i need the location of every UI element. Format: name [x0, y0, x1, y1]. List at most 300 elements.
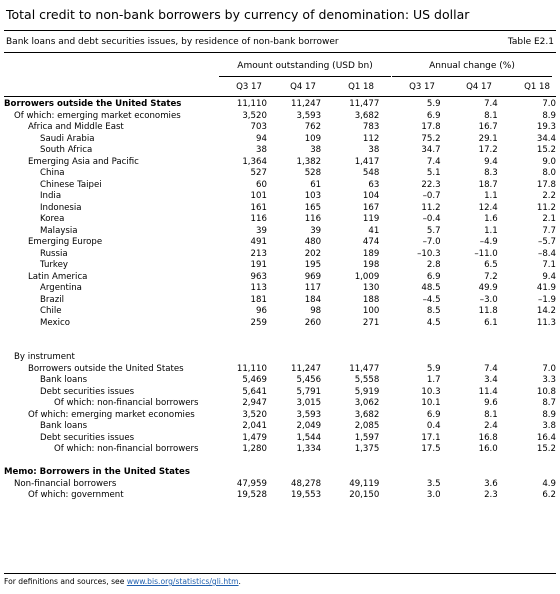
row-label: Malaysia: [40, 225, 78, 236]
table-cell: 34.4: [536, 133, 556, 144]
table-row: [4, 387, 556, 399]
table-cell: 130: [362, 283, 380, 293]
table-cell: 9.6: [484, 398, 498, 408]
table-cell: 167: [362, 202, 380, 213]
spacer-cell: [4, 456, 217, 468]
table-cell: 5.7: [426, 225, 441, 236]
table-cell: 2,049: [296, 421, 322, 431]
table-cell: 17.5: [421, 444, 441, 454]
table-cell: 5,919: [354, 386, 380, 397]
spacer-cell: [441, 329, 498, 341]
row-label: Emerging Europe: [28, 237, 103, 247]
table-subtitle: Bank loans and debt securities issues, by residence of non-bank borrower: [6, 37, 339, 47]
row-label: Of which: non-financial borrowers: [54, 398, 199, 408]
table-cell: [441, 467, 498, 479]
table-cell: 259: [250, 317, 267, 328]
table-cell: –4.5: [422, 294, 441, 305]
table-cell: 29.1: [478, 133, 498, 144]
table-cell: –0.7: [422, 191, 441, 201]
table-cell: 17.8: [536, 179, 556, 190]
table-cell: 34.7: [421, 145, 441, 155]
table-cell: [267, 352, 321, 364]
footnote-suffix: .: [238, 577, 241, 586]
table-cell: 11.2: [536, 202, 556, 213]
table-cell: 17.2: [478, 145, 498, 155]
table-cell: 181: [250, 294, 267, 305]
table-cell: 101: [250, 191, 267, 201]
table-row: [4, 421, 556, 433]
table-cell: 18.7: [478, 179, 498, 190]
table-cell: 762: [304, 122, 322, 132]
table-row: [4, 180, 556, 192]
table-cell: 1.7: [426, 375, 441, 385]
spacer-cell: [321, 329, 379, 341]
row-label: Chinese Taipei: [40, 179, 102, 190]
table-cell: 15.2: [536, 444, 556, 454]
table-cell: 3,593: [296, 409, 322, 420]
table-cell: 16.4: [536, 432, 556, 443]
row-label: Bank loans: [40, 421, 88, 431]
table-cell: [441, 352, 498, 364]
table-cell: 0.4: [426, 421, 441, 431]
table-cell: 5,456: [296, 375, 322, 385]
table-cell: 103: [304, 191, 322, 201]
row-label: Mexico: [40, 317, 71, 328]
table-cell: 528: [304, 168, 322, 178]
row-label: Latin America: [28, 271, 88, 282]
table-cell: 17.1: [421, 432, 441, 443]
spacer-cell: [498, 329, 556, 341]
table-row: [4, 410, 556, 422]
table-cell: 9.4: [542, 271, 556, 282]
table-cell: 11.4: [478, 386, 498, 397]
table-cell: 100: [362, 306, 380, 316]
spacer-cell: [217, 456, 267, 468]
table-cell: 783: [362, 122, 380, 132]
spacer-row: [4, 341, 556, 353]
table-cell: 96: [256, 306, 267, 316]
table-row: [4, 479, 556, 491]
table-cell: 98: [310, 306, 322, 316]
table-row: [4, 375, 556, 387]
table-cell: 1.1: [484, 225, 498, 236]
table-row: [4, 226, 556, 238]
table-cell: 119: [362, 214, 380, 224]
table-cell: 198: [362, 260, 380, 270]
row-label: Bank loans: [40, 375, 88, 385]
table-cell: 11,247: [291, 363, 322, 374]
group-header-amount: Amount outstanding (USD bn): [237, 61, 373, 71]
table-row: [4, 467, 556, 479]
table-cell: 12.4: [478, 202, 498, 213]
spacer-cell: [441, 456, 498, 468]
spacer-cell: [379, 341, 440, 353]
table-cell: [267, 467, 321, 479]
table-cell: 3,593: [296, 110, 322, 121]
table-cell: 5,469: [242, 375, 267, 385]
table-cell: [217, 352, 267, 364]
table-cell: 10.1: [421, 398, 441, 408]
table-row: [4, 318, 556, 330]
table-cell: 11,247: [291, 99, 322, 109]
table-cell: 8.0: [542, 168, 556, 178]
table-cell: 94: [256, 133, 267, 144]
table-cell: 116: [304, 214, 322, 224]
table-cell: 19,553: [291, 490, 322, 500]
table-cell: –7.0: [422, 237, 441, 247]
table-cell: 11,110: [236, 363, 267, 374]
table-cell: 1,544: [296, 432, 322, 443]
table-cell: 7.1: [542, 260, 556, 270]
table-cell: 1,280: [242, 444, 267, 454]
table-row: [4, 272, 556, 284]
table-row: [4, 214, 556, 226]
table-cell: 3.4: [484, 375, 498, 385]
table-row: [4, 398, 556, 410]
spacer-cell: [217, 329, 267, 341]
table-cell: 7.2: [484, 271, 498, 282]
table-cell: 3.0: [426, 490, 441, 500]
table-cell: 16.0: [478, 444, 498, 454]
table-cell: 16.7: [478, 122, 498, 132]
table-cell: 3,015: [296, 398, 322, 408]
table-cell: –11.0: [474, 248, 498, 259]
table-cell: 184: [304, 294, 322, 305]
table-cell: 6.9: [426, 271, 441, 282]
group-underline-amount: [219, 76, 391, 77]
table-cell: 474: [362, 237, 380, 247]
row-label: Korea: [40, 214, 65, 224]
table-cell: [321, 352, 379, 364]
row-label: India: [40, 191, 62, 201]
group-header-change: Annual change (%): [429, 61, 515, 71]
table-cell: 49.9: [478, 283, 498, 293]
table-row: [4, 444, 556, 456]
table-row: [4, 364, 556, 376]
spacer-cell: [498, 341, 556, 353]
table-cell: 49,119: [349, 478, 380, 489]
spacer-cell: [4, 329, 217, 341]
table-cell: 75.2: [421, 133, 441, 144]
row-label: South Africa: [40, 145, 93, 155]
column-header: Q3 17: [409, 82, 435, 92]
table-cell: [217, 467, 267, 479]
table-cell: –10.3: [417, 248, 441, 259]
table-cell: 6.9: [426, 409, 441, 420]
row-label: Borrowers outside the United States: [4, 99, 182, 109]
spacer-cell: [321, 456, 379, 468]
table-cell: 1.1: [484, 191, 498, 201]
table-cell: 2,085: [354, 421, 380, 431]
table-cell: 161: [250, 202, 267, 213]
data-table: [4, 99, 556, 502]
table-cell: 191: [250, 260, 267, 270]
table-cell: 5,558: [354, 375, 380, 385]
table-cell: –0.4: [422, 214, 441, 224]
table-cell: –5.7: [538, 237, 556, 247]
table-cell: 8.9: [542, 409, 556, 420]
table-cell: 2.2: [542, 191, 556, 201]
table-row: [4, 111, 556, 123]
table-cell: 8.1: [484, 110, 498, 121]
table-cell: 8.7: [542, 398, 556, 408]
table-cell: 7.7: [542, 225, 556, 236]
table-row: [4, 145, 556, 157]
table-cell: [498, 352, 556, 364]
table-cell: 213: [250, 248, 267, 259]
table-cell: 5.9: [426, 99, 441, 109]
table-row: [4, 99, 556, 111]
table-cell: 7.0: [542, 99, 556, 109]
spacer-cell: [217, 341, 267, 353]
row-label: Emerging Asia and Pacific: [28, 156, 139, 167]
table-cell: 7.4: [484, 99, 498, 109]
table-cell: 6.5: [484, 260, 498, 270]
table-cell: 491: [250, 237, 267, 247]
table-row: [4, 433, 556, 445]
table-cell: 3,682: [354, 409, 380, 420]
column-header-rule: [4, 96, 556, 97]
table-cell: 4.9: [542, 478, 556, 489]
table-cell: 3.8: [542, 421, 556, 431]
table-cell: 1,009: [354, 271, 380, 282]
table-cell: 11.3: [536, 317, 556, 328]
table-cell: 2.4: [484, 421, 498, 431]
spacer-cell: [267, 329, 321, 341]
table-cell: 202: [304, 248, 322, 259]
row-label: Africa and Middle East: [28, 122, 124, 132]
table-row: [4, 295, 556, 307]
row-label: China: [40, 168, 65, 178]
spacer-cell: [267, 341, 321, 353]
table-cell: 48.5: [421, 283, 441, 293]
table-cell: 47,959: [236, 478, 267, 489]
table-cell: –3.0: [479, 294, 498, 305]
table-cell: 116: [250, 214, 267, 224]
table-cell: 1,364: [242, 156, 267, 167]
table-cell: 703: [250, 122, 267, 132]
table-cell: 3,682: [354, 110, 380, 121]
table-cell: [379, 352, 440, 364]
table-cell: 61: [310, 179, 322, 190]
header-top-rule: [4, 52, 556, 53]
table-cell: 22.3: [421, 179, 441, 190]
table-cell: 189: [362, 248, 380, 259]
table-cell: 6.9: [426, 110, 441, 121]
row-label: Debt securities issues: [40, 432, 135, 443]
table-cell: 8.9: [542, 110, 556, 121]
table-title: Total credit to non-bank borrowers by currency of denomination: US dollar: [6, 7, 470, 22]
table-cell: 4.5: [426, 317, 441, 328]
spacer-cell: [267, 456, 321, 468]
table-cell: 19,528: [236, 490, 267, 500]
row-label: Saudi Arabia: [40, 133, 95, 144]
table-cell: 19.3: [536, 122, 556, 132]
table-cell: 8.5: [426, 306, 441, 316]
column-header: Q1 18: [524, 82, 550, 92]
row-label: Of which: emerging market economies: [28, 409, 195, 420]
table-cell: 2.1: [542, 214, 556, 224]
table-cell: 1,375: [354, 444, 380, 454]
table-cell: 3,520: [242, 409, 267, 420]
table-cell: [379, 467, 440, 479]
row-label: Of which: government: [28, 490, 124, 500]
table-cell: 1,597: [354, 432, 380, 443]
table-row: [4, 260, 556, 272]
table-cell: 5.1: [426, 168, 441, 178]
source-link[interactable]: www.bis.org/statistics/gli.htm: [126, 577, 239, 586]
table-cell: [321, 467, 379, 479]
table-cell: 963: [250, 271, 267, 282]
table-cell: 41.9: [536, 283, 556, 293]
row-label: Brazil: [40, 294, 64, 305]
table-cell: 14.2: [536, 306, 556, 316]
table-cell: 1,334: [296, 444, 322, 454]
table-cell: 11,110: [236, 99, 267, 109]
table-row: [4, 134, 556, 146]
table-cell: 10.8: [536, 386, 556, 397]
row-label: Russia: [40, 248, 68, 259]
table-cell: 3,062: [354, 398, 380, 408]
data-table-body: [4, 99, 556, 502]
row-label: Debt securities issues: [40, 386, 135, 397]
table-cell: 39: [310, 225, 322, 236]
table-cell: 8.1: [484, 409, 498, 420]
column-header: Q4 17: [466, 82, 492, 92]
table-cell: 10.3: [421, 386, 441, 397]
row-label: Memo: Borrowers in the United States: [4, 467, 190, 477]
table-cell: 41: [368, 225, 380, 236]
table-cell: 2,947: [242, 398, 267, 408]
row-label: Chile: [40, 306, 62, 316]
spacer-cell: [379, 456, 440, 468]
table-cell: 104: [362, 191, 380, 201]
table-cell: 5.9: [426, 363, 441, 374]
table-cell: 5,791: [296, 386, 322, 397]
table-row: [4, 249, 556, 261]
table-cell: 60: [256, 179, 267, 190]
row-label: Borrowers outside the United States: [28, 363, 184, 374]
table-cell: 3.3: [542, 375, 556, 385]
table-cell: 112: [362, 133, 380, 144]
table-cell: 38: [368, 145, 380, 155]
table-cell: 11,477: [349, 99, 380, 109]
table-cell: 11.2: [421, 202, 441, 213]
table-cell: 1,382: [296, 156, 322, 167]
table-cell: 7.0: [542, 363, 556, 374]
table-cell: [498, 467, 556, 479]
spacer-row: [4, 329, 556, 341]
spacer-cell: [441, 341, 498, 353]
title-rule: [4, 30, 556, 31]
table-cell: 548: [362, 168, 380, 178]
table-cell: –8.4: [538, 248, 556, 259]
table-cell: 2.8: [426, 260, 441, 270]
row-label: Of which: non-financial borrowers: [54, 444, 199, 454]
table-row: [4, 306, 556, 318]
table-cell: 39: [256, 225, 267, 236]
table-row: [4, 168, 556, 180]
table-row: [4, 490, 556, 502]
table-cell: 527: [250, 168, 267, 178]
row-label: Non-financial borrowers: [14, 478, 117, 489]
table-cell: 7.4: [484, 363, 498, 374]
table-row: [4, 283, 556, 295]
table-cell: 11.8: [478, 306, 498, 316]
table-row: [4, 191, 556, 203]
table-row: [4, 122, 556, 134]
column-header: Q1 18: [348, 82, 374, 92]
footnote-text: For definitions and sources, see: [4, 577, 127, 586]
table-cell: 1,417: [354, 156, 380, 167]
spacer-cell: [4, 341, 217, 353]
table-cell: 117: [304, 283, 322, 293]
spacer-cell: [498, 456, 556, 468]
table-id: Table E2.1: [507, 37, 554, 47]
table-cell: 6.1: [484, 317, 498, 328]
table-cell: 17.8: [421, 122, 441, 132]
table-cell: –4.9: [479, 237, 498, 247]
table-cell: 38: [310, 145, 322, 155]
column-header: Q4 17: [290, 82, 316, 92]
table-cell: 9.4: [484, 156, 498, 167]
table-cell: 11,477: [349, 363, 380, 374]
spacer-cell: [379, 329, 440, 341]
table-bottom-rule: [4, 573, 556, 574]
table-cell: 1,479: [242, 432, 267, 443]
table-row: [4, 237, 556, 249]
table-cell: 1.6: [484, 214, 498, 224]
row-label: Turkey: [40, 260, 68, 270]
row-label: Of which: emerging market economies: [14, 110, 181, 121]
row-label: Argentina: [40, 283, 82, 293]
table-cell: 480: [304, 237, 322, 247]
table-cell: 3,520: [242, 110, 267, 121]
table-cell: 188: [362, 294, 380, 305]
table-cell: 2,041: [242, 421, 267, 431]
table-cell: 195: [304, 260, 322, 270]
table-cell: 9.0: [542, 156, 556, 167]
column-header: Q3 17: [236, 82, 262, 92]
table-cell: 48,278: [291, 478, 322, 489]
table-cell: 63: [368, 179, 380, 190]
table-cell: 5,641: [242, 386, 267, 397]
table-cell: 2.3: [484, 490, 498, 500]
table-row: [4, 203, 556, 215]
table-cell: –1.9: [538, 294, 556, 305]
table-cell: 113: [250, 283, 267, 293]
table-row: [4, 157, 556, 169]
table-cell: 3.5: [426, 478, 441, 489]
group-underline-change: [392, 76, 552, 77]
table-cell: 260: [304, 317, 322, 328]
table-cell: 8.3: [484, 168, 498, 178]
table-cell: 969: [304, 271, 322, 282]
spacer-cell: [321, 341, 379, 353]
spacer-row: [4, 456, 556, 468]
table-cell: 15.2: [536, 145, 556, 155]
table-cell: 271: [362, 317, 380, 328]
table-cell: 38: [256, 145, 267, 155]
table-row: [4, 352, 556, 364]
table-cell: 109: [304, 133, 322, 144]
row-label: Indonesia: [40, 202, 82, 213]
footnote: [4, 577, 241, 586]
table-cell: 7.4: [426, 156, 441, 167]
table-cell: 165: [304, 202, 322, 213]
row-label: By instrument: [14, 352, 75, 362]
table-cell: 16.8: [478, 432, 498, 443]
